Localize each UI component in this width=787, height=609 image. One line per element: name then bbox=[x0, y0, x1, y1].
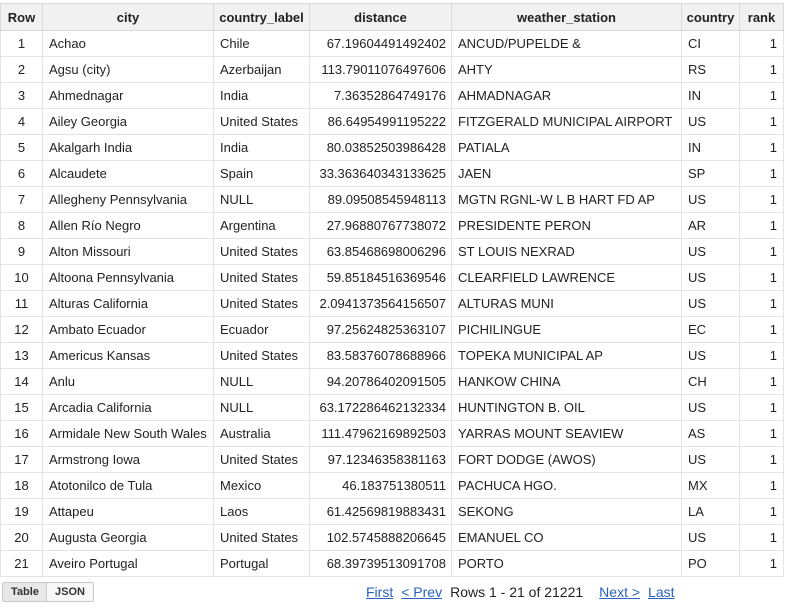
table-row bbox=[1, 213, 784, 239]
rows-range-label: Rows 1 - 21 of 21221 bbox=[450, 584, 584, 600]
cell-country-label: United States bbox=[214, 447, 310, 473]
cell-distance: 97.12346358381163 bbox=[310, 447, 452, 473]
cell-weather-station: TOPEKA MUNICIPAL AP bbox=[452, 343, 682, 369]
cell-country-label: United States bbox=[214, 343, 310, 369]
cell-country-label: NULL bbox=[214, 187, 310, 213]
cell-country: US bbox=[682, 265, 740, 291]
cell-weather-station: ANCUD/PUPELDE & bbox=[452, 31, 682, 57]
cell-rank: 1 bbox=[740, 317, 784, 343]
cell-city: Atotonilco de Tula bbox=[43, 473, 214, 499]
results-footer bbox=[0, 580, 787, 606]
cell-row-number: 9 bbox=[1, 239, 43, 265]
cell-weather-station: ST LOUIS NEXRAD bbox=[452, 239, 682, 265]
table-row bbox=[1, 83, 784, 109]
tab-json[interactable]: JSON bbox=[46, 582, 94, 602]
table-row bbox=[1, 265, 784, 291]
column-header-city: city bbox=[43, 4, 214, 31]
cell-country: RS bbox=[682, 57, 740, 83]
cell-city: Arcadia California bbox=[43, 395, 214, 421]
cell-rank: 1 bbox=[740, 551, 784, 577]
cell-weather-station: FITZGERALD MUNICIPAL AIRPORT bbox=[452, 109, 682, 135]
cell-country-label: Azerbaijan bbox=[214, 57, 310, 83]
table-row bbox=[1, 447, 784, 473]
column-header-row-number: Row bbox=[1, 4, 43, 31]
cell-distance: 94.20786402091505 bbox=[310, 369, 452, 395]
cell-distance: 83.58376078688966 bbox=[310, 343, 452, 369]
cell-weather-station: JAEN bbox=[452, 161, 682, 187]
cell-city: Agsu (city) bbox=[43, 57, 214, 83]
cell-country-label: Spain bbox=[214, 161, 310, 187]
cell-rank: 1 bbox=[740, 447, 784, 473]
cell-country: AS bbox=[682, 421, 740, 447]
cell-country-label: Ecuador bbox=[214, 317, 310, 343]
cell-country-label: Chile bbox=[214, 31, 310, 57]
cell-city: Alton Missouri bbox=[43, 239, 214, 265]
cell-distance: 46.183751380511 bbox=[310, 473, 452, 499]
table-row bbox=[1, 161, 784, 187]
cell-country: LA bbox=[682, 499, 740, 525]
cell-rank: 1 bbox=[740, 239, 784, 265]
column-header-rank: rank bbox=[740, 4, 784, 31]
cell-distance: 67.19604491492402 bbox=[310, 31, 452, 57]
cell-row-number: 18 bbox=[1, 473, 43, 499]
cell-city: Allen Río Negro bbox=[43, 213, 214, 239]
cell-country-label: Laos bbox=[214, 499, 310, 525]
cell-rank: 1 bbox=[740, 83, 784, 109]
cell-city: Altoona Pennsylvania bbox=[43, 265, 214, 291]
cell-row-number: 2 bbox=[1, 57, 43, 83]
cell-weather-station: HANKOW CHINA bbox=[452, 369, 682, 395]
cell-country: EC bbox=[682, 317, 740, 343]
cell-city: Aveiro Portugal bbox=[43, 551, 214, 577]
cell-city: Alturas California bbox=[43, 291, 214, 317]
cell-country-label: NULL bbox=[214, 369, 310, 395]
cell-rank: 1 bbox=[740, 343, 784, 369]
cell-country: US bbox=[682, 343, 740, 369]
cell-country: IN bbox=[682, 83, 740, 109]
cell-weather-station: FORT DODGE (AWOS) bbox=[452, 447, 682, 473]
cell-rank: 1 bbox=[740, 109, 784, 135]
cell-weather-station: SEKONG bbox=[452, 499, 682, 525]
cell-rank: 1 bbox=[740, 265, 784, 291]
cell-country-label: India bbox=[214, 83, 310, 109]
cell-distance: 33.363640343133625 bbox=[310, 161, 452, 187]
cell-distance: 63.85468698006296 bbox=[310, 239, 452, 265]
cell-row-number: 5 bbox=[1, 135, 43, 161]
cell-row-number: 12 bbox=[1, 317, 43, 343]
cell-distance: 68.39739513091708 bbox=[310, 551, 452, 577]
cell-country-label: Portugal bbox=[214, 551, 310, 577]
cell-weather-station: AHTY bbox=[452, 57, 682, 83]
cell-distance: 89.09508545948113 bbox=[310, 187, 452, 213]
table-row bbox=[1, 317, 784, 343]
cell-city: Allegheny Pennsylvania bbox=[43, 187, 214, 213]
cell-row-number: 16 bbox=[1, 421, 43, 447]
cell-country: IN bbox=[682, 135, 740, 161]
cell-country: CI bbox=[682, 31, 740, 57]
cell-distance: 61.42569819883431 bbox=[310, 499, 452, 525]
cell-country-label: Australia bbox=[214, 421, 310, 447]
cell-distance: 27.96880767738072 bbox=[310, 213, 452, 239]
cell-row-number: 8 bbox=[1, 213, 43, 239]
cell-country: US bbox=[682, 291, 740, 317]
tab-table[interactable]: Table bbox=[2, 582, 48, 602]
cell-country: US bbox=[682, 187, 740, 213]
cell-city: Alcaudete bbox=[43, 161, 214, 187]
cell-rank: 1 bbox=[740, 421, 784, 447]
cell-weather-station: CLEARFIELD LAWRENCE bbox=[452, 265, 682, 291]
cell-country-label: Argentina bbox=[214, 213, 310, 239]
cell-rank: 1 bbox=[740, 213, 784, 239]
cell-row-number: 14 bbox=[1, 369, 43, 395]
cell-weather-station: ALTURAS MUNI bbox=[452, 291, 682, 317]
table-row bbox=[1, 187, 784, 213]
cell-weather-station: PATIALA bbox=[452, 135, 682, 161]
cell-weather-station: YARRAS MOUNT SEAVIEW bbox=[452, 421, 682, 447]
cell-country: US bbox=[682, 447, 740, 473]
last-page-link[interactable]: Last bbox=[648, 584, 675, 600]
pagination bbox=[366, 584, 675, 600]
table-row bbox=[1, 525, 784, 551]
cell-row-number: 3 bbox=[1, 83, 43, 109]
first-page-link[interactable]: First bbox=[366, 584, 394, 600]
next-page-link[interactable]: Next > bbox=[599, 584, 641, 600]
column-header-country-label: country_label bbox=[214, 4, 310, 31]
cell-country-label: India bbox=[214, 135, 310, 161]
cell-row-number: 15 bbox=[1, 395, 43, 421]
table-row bbox=[1, 473, 784, 499]
cell-row-number: 20 bbox=[1, 525, 43, 551]
cell-city: Ahmednagar bbox=[43, 83, 214, 109]
cell-distance: 80.03852503986428 bbox=[310, 135, 452, 161]
table-row bbox=[1, 421, 784, 447]
cell-row-number: 13 bbox=[1, 343, 43, 369]
cell-weather-station: PACHUCA HGO. bbox=[452, 473, 682, 499]
cell-row-number: 19 bbox=[1, 499, 43, 525]
cell-city: Achao bbox=[43, 31, 214, 57]
cell-rank: 1 bbox=[740, 525, 784, 551]
table-row bbox=[1, 109, 784, 135]
cell-distance: 102.5745888206645 bbox=[310, 525, 452, 551]
cell-country: MX bbox=[682, 473, 740, 499]
cell-row-number: 21 bbox=[1, 551, 43, 577]
cell-country: US bbox=[682, 395, 740, 421]
table-row bbox=[1, 291, 784, 317]
table-body bbox=[1, 31, 784, 577]
cell-rank: 1 bbox=[740, 161, 784, 187]
table-row bbox=[1, 343, 784, 369]
cell-rank: 1 bbox=[740, 31, 784, 57]
cell-city: Americus Kansas bbox=[43, 343, 214, 369]
table-row bbox=[1, 239, 784, 265]
prev-page-link[interactable]: < Prev bbox=[401, 584, 443, 600]
cell-rank: 1 bbox=[740, 473, 784, 499]
table-header-row bbox=[1, 4, 784, 31]
cell-country: US bbox=[682, 109, 740, 135]
column-header-country: country bbox=[682, 4, 740, 31]
table-row bbox=[1, 369, 784, 395]
cell-row-number: 7 bbox=[1, 187, 43, 213]
cell-rank: 1 bbox=[740, 291, 784, 317]
cell-country-label: United States bbox=[214, 265, 310, 291]
table-row bbox=[1, 499, 784, 525]
cell-rank: 1 bbox=[740, 369, 784, 395]
cell-rank: 1 bbox=[740, 499, 784, 525]
cell-distance: 86.64954991195222 bbox=[310, 109, 452, 135]
cell-row-number: 1 bbox=[1, 31, 43, 57]
cell-distance: 63.172286462132334 bbox=[310, 395, 452, 421]
cell-distance: 59.85184516369546 bbox=[310, 265, 452, 291]
cell-country-label: United States bbox=[214, 239, 310, 265]
cell-country: PO bbox=[682, 551, 740, 577]
cell-distance: 111.47962169892503 bbox=[310, 421, 452, 447]
cell-distance: 2.0941373564156507 bbox=[310, 291, 452, 317]
cell-rank: 1 bbox=[740, 395, 784, 421]
cell-row-number: 17 bbox=[1, 447, 43, 473]
cell-row-number: 6 bbox=[1, 161, 43, 187]
cell-distance: 97.25624825363107 bbox=[310, 317, 452, 343]
cell-city: Augusta Georgia bbox=[43, 525, 214, 551]
table-row bbox=[1, 31, 784, 57]
cell-row-number: 10 bbox=[1, 265, 43, 291]
cell-rank: 1 bbox=[740, 187, 784, 213]
cell-weather-station: PICHILINGUE bbox=[452, 317, 682, 343]
table-row bbox=[1, 135, 784, 161]
cell-country: SP bbox=[682, 161, 740, 187]
table-row bbox=[1, 395, 784, 421]
cell-country-label: United States bbox=[214, 291, 310, 317]
cell-weather-station: HUNTINGTON B. OIL bbox=[452, 395, 682, 421]
table-row bbox=[1, 551, 784, 577]
cell-row-number: 4 bbox=[1, 109, 43, 135]
cell-distance: 7.36352864749176 bbox=[310, 83, 452, 109]
results-table bbox=[0, 3, 784, 577]
cell-weather-station: EMANUEL CO bbox=[452, 525, 682, 551]
cell-country: AR bbox=[682, 213, 740, 239]
cell-row-number: 11 bbox=[1, 291, 43, 317]
cell-rank: 1 bbox=[740, 57, 784, 83]
cell-weather-station: PORTO bbox=[452, 551, 682, 577]
cell-city: Akalgarh India bbox=[43, 135, 214, 161]
cell-country-label: Mexico bbox=[214, 473, 310, 499]
cell-country: US bbox=[682, 239, 740, 265]
cell-country-label: United States bbox=[214, 525, 310, 551]
table-row bbox=[1, 57, 784, 83]
cell-city: Anlu bbox=[43, 369, 214, 395]
cell-city: Ailey Georgia bbox=[43, 109, 214, 135]
cell-city: Ambato Ecuador bbox=[43, 317, 214, 343]
cell-country-label: United States bbox=[214, 109, 310, 135]
cell-city: Armstrong Iowa bbox=[43, 447, 214, 473]
column-header-distance: distance bbox=[310, 4, 452, 31]
cell-weather-station: MGTN RGNL-W L B HART FD AP bbox=[452, 187, 682, 213]
cell-country: CH bbox=[682, 369, 740, 395]
cell-weather-station: PRESIDENTE PERON bbox=[452, 213, 682, 239]
column-header-weather-station: weather_station bbox=[452, 4, 682, 31]
cell-weather-station: AHMADNAGAR bbox=[452, 83, 682, 109]
cell-distance: 113.79011076497606 bbox=[310, 57, 452, 83]
cell-country: US bbox=[682, 525, 740, 551]
cell-city: Armidale New South Wales bbox=[43, 421, 214, 447]
cell-city: Attapeu bbox=[43, 499, 214, 525]
cell-country-label: NULL bbox=[214, 395, 310, 421]
cell-rank: 1 bbox=[740, 135, 784, 161]
